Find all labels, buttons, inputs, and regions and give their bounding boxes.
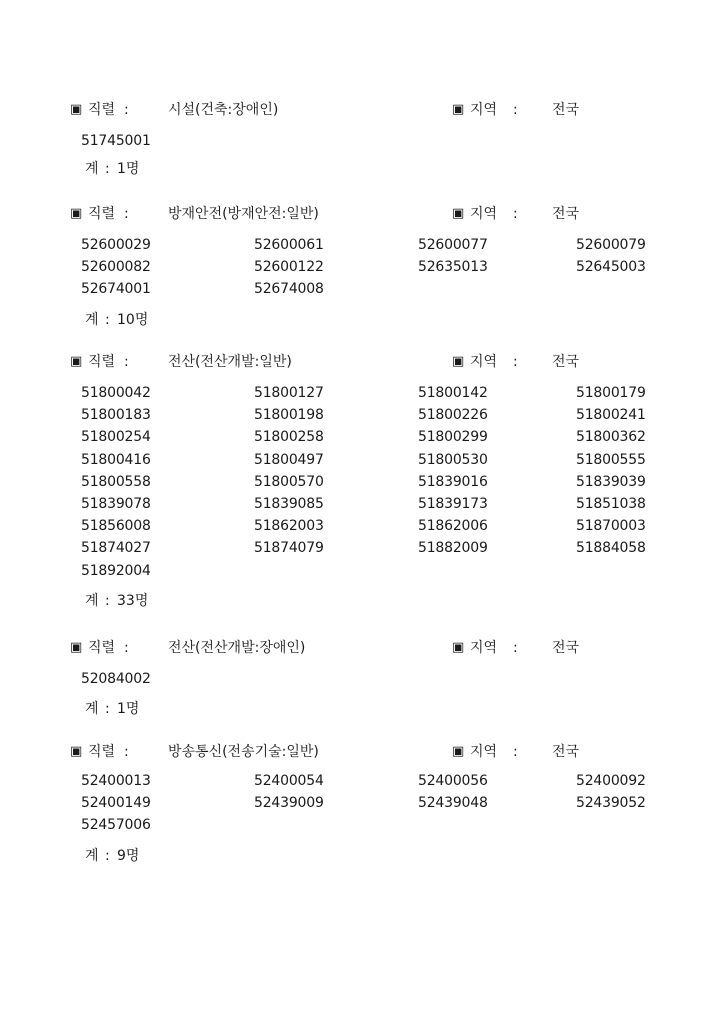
number-row — [0, 560, 720, 582]
total-colon: : — [105, 847, 110, 864]
region-colon: : — [513, 640, 518, 656]
applicant-number: 51800183 — [81, 407, 151, 424]
applicant-number: 51862003 — [254, 518, 324, 535]
square-bullet-icon: ▣ — [70, 102, 83, 117]
job-label: 직렬 — [88, 744, 116, 760]
section-header — [0, 351, 720, 373]
section-header — [0, 741, 720, 763]
job-value: 전산(전산개발:장애인) — [168, 640, 306, 656]
square-bullet-icon: ▣ — [70, 744, 83, 759]
applicant-number: 51800416 — [81, 451, 151, 468]
section-total — [0, 845, 720, 867]
applicant-number: 51856008 — [81, 518, 151, 535]
job-label: 직렬 — [88, 206, 116, 222]
recruit-section — [0, 637, 720, 718]
applicant-number: 51874079 — [254, 540, 324, 557]
applicant-number: 52400056 — [418, 773, 488, 789]
applicant-number: 51800254 — [81, 429, 151, 446]
applicant-number: 52600122 — [254, 259, 324, 276]
applicant-number: 51800497 — [254, 451, 324, 468]
applicant-number: 52400054 — [254, 773, 324, 789]
job-label: 직렬 — [88, 640, 116, 656]
total-label: 계 — [85, 701, 99, 718]
job-value: 방송통신(전송기술:일반) — [168, 744, 319, 760]
number-row — [0, 537, 720, 559]
applicant-number: 52645003 — [576, 259, 646, 276]
applicant-number: 51800299 — [418, 429, 488, 446]
region-value: 전국 — [552, 744, 580, 760]
applicant-number: 52439009 — [254, 795, 324, 812]
number-row — [0, 404, 720, 426]
region-value: 전국 — [552, 102, 580, 118]
applicant-number: 52400092 — [576, 773, 646, 789]
square-bullet-icon: ▣ — [70, 640, 83, 655]
region-label: 지역 — [470, 102, 498, 118]
job-colon: : — [124, 744, 129, 760]
number-row — [0, 792, 720, 814]
section-header — [0, 637, 720, 659]
region-colon: : — [513, 354, 518, 370]
applicant-number: 51800555 — [576, 451, 646, 468]
total-label: 계 — [85, 161, 99, 178]
applicant-number: 51800570 — [254, 473, 324, 490]
square-bullet-icon: ▣ — [452, 354, 465, 369]
applicant-number: 51882009 — [418, 540, 488, 557]
square-bullet-icon: ▣ — [452, 102, 465, 117]
job-label: 직렬 — [88, 102, 116, 118]
job-colon: : — [124, 206, 129, 222]
number-row — [0, 382, 720, 404]
section-header — [0, 99, 720, 121]
job-value: 전산(전산개발:일반) — [168, 354, 292, 370]
number-grid — [0, 770, 720, 867]
applicant-number: 52457006 — [81, 817, 151, 834]
applicant-number: 51892004 — [81, 562, 151, 579]
region-label: 지역 — [470, 354, 498, 370]
applicant-number: 51862006 — [418, 518, 488, 535]
applicant-number: 51800226 — [418, 407, 488, 424]
applicant-number: 52600077 — [418, 237, 488, 253]
number-row — [0, 278, 720, 300]
applicant-number: 51839173 — [418, 495, 488, 512]
number-grid — [0, 130, 720, 180]
total-colon: : — [105, 701, 110, 718]
applicant-number: 51800142 — [418, 385, 488, 401]
number-row — [0, 814, 720, 836]
applicant-number: 52439052 — [576, 795, 646, 812]
applicant-number: 52084002 — [81, 671, 151, 687]
number-row — [0, 426, 720, 448]
applicant-number: 51839016 — [418, 473, 488, 490]
applicant-number: 52600082 — [81, 259, 151, 276]
number-grid — [0, 668, 720, 720]
total-label: 계 — [85, 311, 99, 328]
applicant-number: 51800179 — [576, 385, 646, 401]
number-row — [0, 449, 720, 471]
applicant-number: 51874027 — [81, 540, 151, 557]
total-label: 계 — [85, 847, 99, 864]
applicant-number: 51800530 — [418, 451, 488, 468]
applicant-number: 51745001 — [81, 133, 151, 149]
section-total — [0, 590, 720, 612]
applicant-number: 52600061 — [254, 237, 324, 253]
region-value: 전국 — [552, 206, 580, 222]
region-colon: : — [513, 744, 518, 760]
section-total — [0, 158, 720, 180]
number-grid — [0, 382, 720, 612]
total-label: 계 — [85, 592, 99, 609]
job-label: 직렬 — [88, 354, 116, 370]
applicant-number: 51800198 — [254, 407, 324, 424]
applicant-number: 51800127 — [254, 385, 324, 401]
number-row — [0, 234, 720, 256]
applicant-number: 52635013 — [418, 259, 488, 276]
job-colon: : — [124, 640, 129, 656]
applicant-number: 52674001 — [81, 281, 151, 298]
applicant-number: 52600079 — [576, 237, 646, 253]
number-row — [0, 770, 720, 792]
recruit-section — [0, 203, 720, 328]
total-value: 33명 — [117, 592, 149, 609]
applicant-number: 52674008 — [254, 281, 324, 298]
section-total — [0, 309, 720, 331]
number-row — [0, 515, 720, 537]
number-row — [0, 493, 720, 515]
applicant-number: 52400149 — [81, 795, 151, 812]
job-colon: : — [124, 354, 129, 370]
region-label: 지역 — [470, 744, 498, 760]
square-bullet-icon: ▣ — [452, 744, 465, 759]
region-label: 지역 — [470, 206, 498, 222]
applicant-number: 51839078 — [81, 495, 151, 512]
square-bullet-icon: ▣ — [70, 206, 83, 221]
region-label: 지역 — [470, 640, 498, 656]
total-value: 10명 — [117, 311, 149, 328]
applicant-number: 51800362 — [576, 429, 646, 446]
applicant-number: 52400013 — [81, 773, 151, 789]
applicant-number: 51800558 — [81, 473, 151, 490]
region-colon: : — [513, 102, 518, 118]
applicant-number: 51870003 — [576, 518, 646, 535]
applicant-number: 51800258 — [254, 429, 324, 446]
recruit-section — [0, 741, 720, 864]
region-colon: : — [513, 206, 518, 222]
recruit-section — [0, 99, 720, 178]
number-row — [0, 668, 720, 690]
job-value: 방재안전(방재안전:일반) — [168, 206, 319, 222]
recruit-section — [0, 351, 720, 609]
total-colon: : — [105, 592, 110, 609]
total-colon: : — [105, 311, 110, 328]
number-grid — [0, 234, 720, 331]
applicant-number: 52439048 — [418, 795, 488, 812]
region-value: 전국 — [552, 354, 580, 370]
square-bullet-icon: ▣ — [452, 640, 465, 655]
applicant-number: 51839085 — [254, 495, 324, 512]
job-colon: : — [124, 102, 129, 118]
section-header — [0, 203, 720, 225]
applicant-number: 51800042 — [81, 385, 151, 401]
total-value: 9명 — [117, 847, 140, 864]
job-value: 시설(건축:장애인) — [168, 102, 279, 118]
region-value: 전국 — [552, 640, 580, 656]
square-bullet-icon: ▣ — [70, 354, 83, 369]
applicant-number: 51851038 — [576, 495, 646, 512]
applicant-number: 52600029 — [81, 237, 151, 253]
applicant-number: 51839039 — [576, 473, 646, 490]
total-colon: : — [105, 161, 110, 178]
section-total — [0, 698, 720, 720]
total-value: 1명 — [117, 701, 140, 718]
applicant-number: 51800241 — [576, 407, 646, 424]
square-bullet-icon: ▣ — [452, 206, 465, 221]
number-row — [0, 256, 720, 278]
applicant-number: 51884058 — [576, 540, 646, 557]
total-value: 1명 — [117, 161, 140, 178]
number-row — [0, 130, 720, 152]
number-row — [0, 471, 720, 493]
